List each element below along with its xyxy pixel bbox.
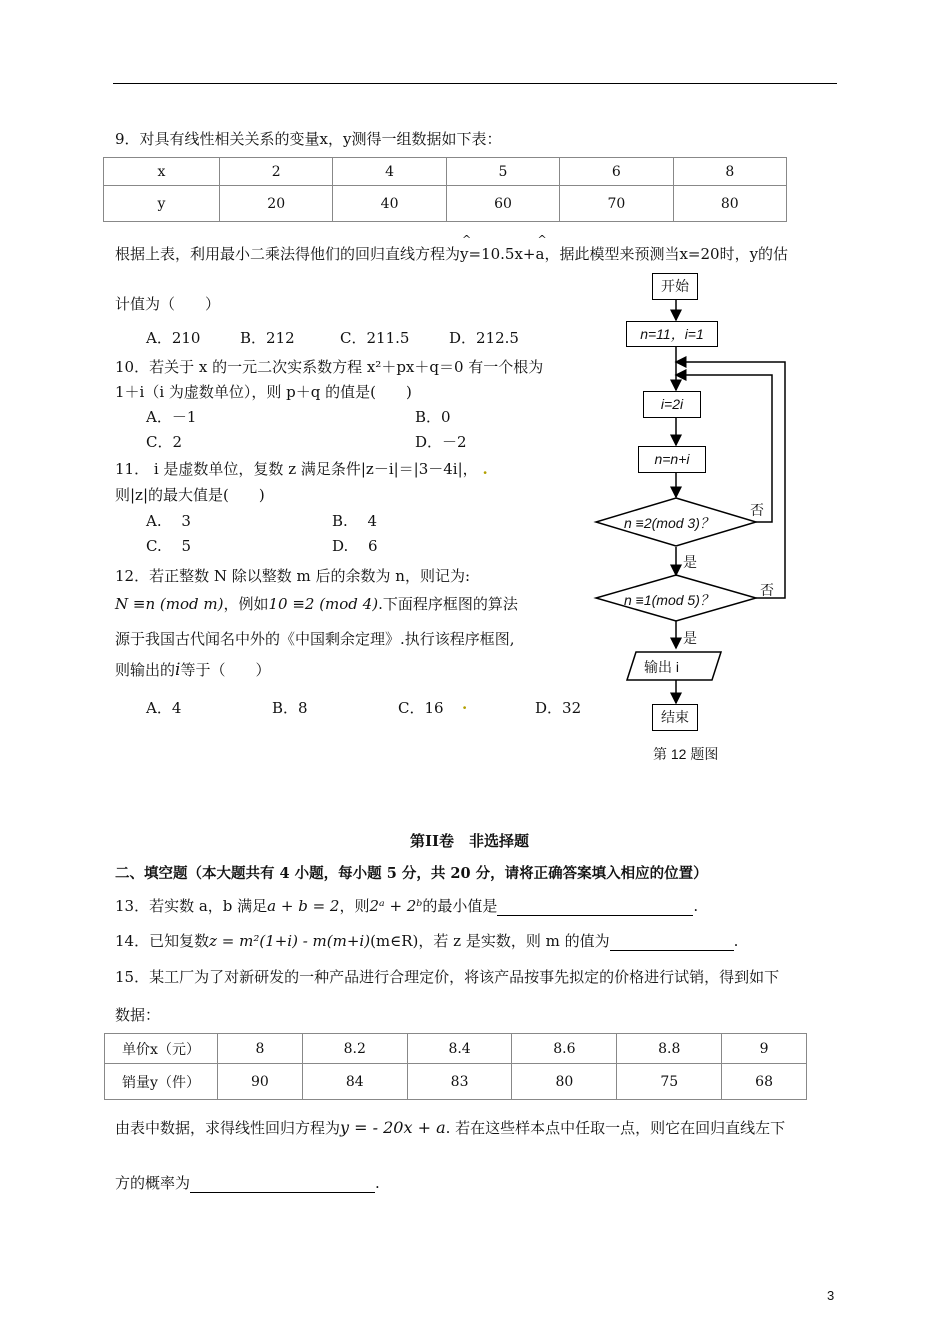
q15-table bbox=[104, 1033, 807, 1100]
q9-cell: y bbox=[104, 186, 220, 222]
q13-answer-blank[interactable] bbox=[497, 901, 693, 916]
section-title: 第II卷 非选择题 bbox=[410, 832, 530, 850]
q13-expr: 2ᵃ + 2ᵇ bbox=[369, 897, 423, 915]
q10-option-c: C．2 bbox=[146, 433, 183, 451]
q11-option-c: C. 5 bbox=[146, 537, 192, 555]
section-heading: 二、填空题（本大题共有 4 小题，每小题 5 分，共 20 分，请将正确答案填入相应的位置） bbox=[115, 865, 708, 882]
q12-option-d: D．32 bbox=[535, 699, 582, 717]
q14-end: . bbox=[733, 932, 739, 950]
q12-line1: 12．若正整数 N 除以整数 m 后的余数为 n，则记为: bbox=[115, 567, 470, 585]
q15-cell: 销量y（件） bbox=[105, 1064, 218, 1100]
q9-cell: 8 bbox=[673, 158, 786, 186]
flowchart-output: 输出 i bbox=[644, 659, 679, 675]
q15-line3-end: . 若在这些样本点中任取一点，则它在回归直线左下 bbox=[445, 1119, 786, 1137]
flowchart-cond2: n ≡1(mod 5)？ bbox=[624, 592, 714, 608]
flowchart-end: 结束 bbox=[652, 704, 698, 731]
q9-cell: 80 bbox=[673, 186, 786, 222]
q11-option-a: A. 3 bbox=[146, 512, 191, 530]
q13-text2: ，则 bbox=[339, 897, 370, 915]
flowchart-caption: 第 12 题图 bbox=[653, 746, 719, 762]
q9-stem: 9．对具有线性相关关系的变量x，y测得一组数据如下表： bbox=[115, 130, 502, 148]
flowchart-step1: i=2i bbox=[643, 391, 701, 418]
q15-eq: y = - 20x + a bbox=[340, 1118, 446, 1137]
q15-row-sales bbox=[105, 1064, 807, 1100]
flowchart-cond1: n ≡2(mod 3)？ bbox=[624, 515, 714, 531]
q15-cell: 8.6 bbox=[512, 1034, 617, 1064]
q13-end: . bbox=[693, 897, 699, 915]
q15-end: . bbox=[375, 1174, 380, 1192]
q15-line3 bbox=[115, 1117, 785, 1138]
q15-cell: 8.2 bbox=[302, 1034, 407, 1064]
q9-option-c: C．211.5 bbox=[340, 329, 410, 347]
q9-cell: 60 bbox=[446, 186, 559, 222]
q12-line4 bbox=[115, 659, 270, 680]
q11-line2: 则|z|的最大值是( ) bbox=[115, 486, 265, 504]
q10-line2: 1＋i（i 为虚数单位），则 p＋q 的值是( ) bbox=[115, 383, 412, 401]
q9-table bbox=[103, 157, 787, 222]
q13-text3: 的最小值是 bbox=[422, 897, 498, 915]
q15-cell: 单价x（元） bbox=[105, 1034, 218, 1064]
q9-cell: 20 bbox=[220, 186, 333, 222]
q9-cell: 70 bbox=[560, 186, 673, 222]
q9-cell: 5 bbox=[446, 158, 559, 186]
flowchart-start: 开始 bbox=[652, 273, 698, 300]
q15-line3-text: 由表中数据，求得线性回归方程为 bbox=[115, 1119, 341, 1137]
q15-cell: 68 bbox=[722, 1064, 807, 1100]
q15-cell: 84 bbox=[302, 1064, 407, 1100]
q11-option-b: B. 4 bbox=[332, 512, 378, 530]
q9-option-d: D．212.5 bbox=[449, 329, 519, 347]
page-number: 3 bbox=[827, 1288, 835, 1303]
q12-example-label: ，例如 bbox=[223, 595, 269, 613]
q15-cell: 83 bbox=[407, 1064, 512, 1100]
q9-option-b: B．212 bbox=[240, 329, 295, 347]
q12-line3: 源于我国古代闻名中外的《中国剩余定理》.执行该程序框图, bbox=[115, 630, 515, 648]
q12-option-c: C．16 bbox=[398, 699, 444, 717]
q9-cell: 40 bbox=[333, 186, 446, 222]
flowchart-init: n=11，i=1 bbox=[626, 321, 718, 347]
q12-line4-end: 等于（ ） bbox=[180, 661, 271, 679]
q15-cell: 8 bbox=[218, 1034, 303, 1064]
q12-option-b: B．8 bbox=[272, 699, 308, 717]
flowchart-no1: 否 bbox=[750, 503, 764, 519]
q12-example: 10 ≡2 (mod 4) bbox=[268, 595, 379, 613]
q13-text: 13．若实数 a，b 满足 bbox=[115, 897, 268, 915]
q15-row-price bbox=[105, 1034, 807, 1064]
dot-mark: . bbox=[482, 460, 488, 478]
flowchart-no2: 否 bbox=[760, 583, 774, 599]
q12-var-i: i bbox=[175, 660, 181, 680]
dot-mark bbox=[462, 695, 467, 713]
q14-expr: z = m²(1+i) - m(m+i) bbox=[209, 932, 371, 950]
q9-line3: 计值为（ ） bbox=[115, 295, 221, 313]
q14 bbox=[115, 930, 738, 951]
q15-answer-blank[interactable] bbox=[190, 1178, 375, 1193]
q9-row-x bbox=[104, 158, 787, 186]
q13 bbox=[115, 895, 698, 916]
q14-text: 14．已知复数 bbox=[115, 932, 210, 950]
q14-text2: (m∈R)，若 z 是实数，则 m 的值为 bbox=[370, 932, 610, 950]
q15-cell: 75 bbox=[617, 1064, 722, 1100]
q9-yhat: ^ y bbox=[460, 245, 468, 263]
q9-line2-end: ，据此模型来预测当x=20时，y的估 bbox=[544, 245, 789, 263]
flowchart-yes1: 是 bbox=[683, 555, 697, 571]
q13-cond: a + b = 2 bbox=[267, 897, 340, 915]
q15-cell: 8.8 bbox=[617, 1034, 722, 1064]
q9-line2-text: 根据上表，利用最小二乘法得他们的回归直线方程为 bbox=[115, 245, 461, 263]
q9-cell: 2 bbox=[220, 158, 333, 186]
q9-ahat: ^ a bbox=[536, 245, 545, 263]
q10-option-d: D．－2 bbox=[415, 433, 467, 451]
q15-line4-text: 方的概率为 bbox=[115, 1174, 191, 1192]
q12-line2-end: .下面程序框图的算法 bbox=[378, 595, 518, 613]
q10-line1: 10．若关于 x 的一元二次实系数方程 x²＋px＋q＝0 有一个根为 bbox=[115, 358, 544, 376]
q15-line4 bbox=[115, 1172, 380, 1193]
q15-line2: 数据： bbox=[115, 1006, 161, 1024]
q15-cell: 90 bbox=[218, 1064, 303, 1100]
q15-cell: 8.4 bbox=[407, 1034, 512, 1064]
flowchart-yes2: 是 bbox=[683, 631, 697, 647]
q9-row-y bbox=[104, 186, 787, 222]
q11-line1 bbox=[115, 458, 488, 479]
q9-eq: =10.5x+ bbox=[468, 245, 536, 263]
q15-cell: 80 bbox=[512, 1064, 617, 1100]
q10-option-b: B．0 bbox=[415, 408, 451, 426]
q12-line4-text: 则输出的 bbox=[115, 661, 176, 679]
q11-line1-text: 11． i 是虚数单位，复数 z 满足条件|z－i|＝|3－4i|， bbox=[115, 460, 478, 478]
q9-cell: x bbox=[104, 158, 220, 186]
q9-cell: 4 bbox=[333, 158, 446, 186]
q14-answer-blank[interactable] bbox=[610, 936, 734, 951]
q10-option-a: A．－1 bbox=[146, 408, 197, 426]
flowchart-step2: n=n+i bbox=[638, 446, 706, 473]
q15-cell: 9 bbox=[722, 1034, 807, 1064]
q9-option-a: A．210 bbox=[146, 329, 201, 347]
q12-option-a: A．4 bbox=[146, 699, 182, 717]
header-rule bbox=[113, 83, 837, 84]
q12-line2 bbox=[115, 593, 518, 614]
q12-notation: N ≡n (mod m) bbox=[115, 595, 224, 613]
q11-option-d: D. 6 bbox=[332, 537, 378, 555]
q9-cell: 6 bbox=[560, 158, 673, 186]
q15-line1: 15．某工厂为了对新研发的一种产品进行合理定价，将该产品按事先拟定的价格进行试销，得到如下 bbox=[115, 968, 780, 986]
dot-glyph: . bbox=[462, 695, 468, 713]
